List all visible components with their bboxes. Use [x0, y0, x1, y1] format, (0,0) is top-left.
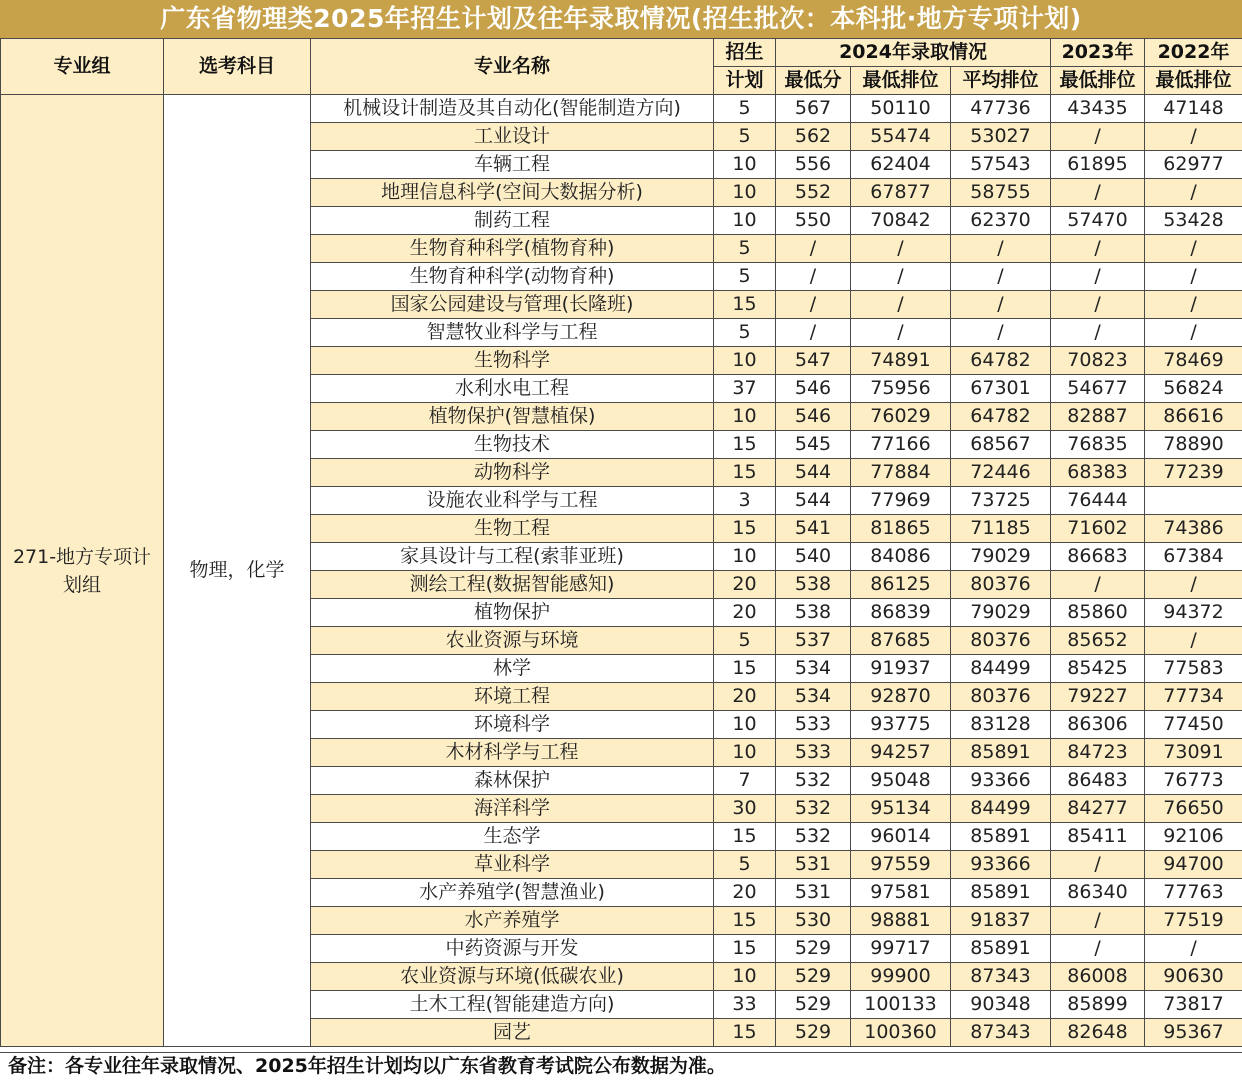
avg-rank-2024-cell: 91837 [951, 907, 1051, 935]
plan-count-cell: 15 [714, 1019, 776, 1047]
min-rank-2022-cell: 77519 [1145, 907, 1242, 935]
min-rank-2024-cell: 96014 [851, 823, 951, 851]
major-name-cell: 土木工程(智能建造方向) [311, 991, 714, 1019]
min-rank-2024-cell: 70842 [851, 207, 951, 235]
major-name-cell: 农业资源与环境 [311, 627, 714, 655]
min-rank-2023-cell: / [1051, 235, 1145, 263]
avg-rank-2024-cell: 93366 [951, 767, 1051, 795]
plan-count-cell: 5 [714, 851, 776, 879]
min-rank-2022-cell: 78469 [1145, 347, 1242, 375]
min-rank-2022-cell: / [1145, 263, 1242, 291]
major-name-cell: 生物工程 [311, 515, 714, 543]
min-score-2024-cell: 534 [776, 683, 851, 711]
min-rank-2024-cell: 86839 [851, 599, 951, 627]
min-rank-2022-cell: / [1145, 627, 1242, 655]
major-name-cell: 设施农业科学与工程 [311, 487, 714, 515]
min-score-2024-cell: 547 [776, 347, 851, 375]
avg-rank-2024-cell: 79029 [951, 543, 1051, 571]
min-rank-2024-cell: 81865 [851, 515, 951, 543]
min-rank-2024-cell: 95048 [851, 767, 951, 795]
min-rank-2022-cell: 94372 [1145, 599, 1242, 627]
footnote: 备注：各专业往年录取情况、2025年招生计划均以广东省教育考试院公布数据为准。 [0, 1052, 1242, 1080]
plan-count-cell: 33 [714, 991, 776, 1019]
min-rank-2024-cell: 86125 [851, 571, 951, 599]
avg-rank-2024-cell: 87343 [951, 1019, 1051, 1047]
avg-rank-2024-cell: 83128 [951, 711, 1051, 739]
min-rank-2024-cell: 75956 [851, 375, 951, 403]
major-name-cell: 林学 [311, 655, 714, 683]
major-name-cell: 中药资源与开发 [311, 935, 714, 963]
min-rank-2023-cell: 85652 [1051, 627, 1145, 655]
min-rank-2022-cell: 90630 [1145, 963, 1242, 991]
avg-rank-2024-cell: 80376 [951, 683, 1051, 711]
min-rank-2024-cell: 91937 [851, 655, 951, 683]
header-2024-avg-rank: 平均排位 [951, 67, 1051, 95]
avg-rank-2024-cell: 72446 [951, 459, 1051, 487]
min-rank-2023-cell: 82887 [1051, 403, 1145, 431]
min-rank-2023-cell: 54677 [1051, 375, 1145, 403]
plan-count-cell: 5 [714, 263, 776, 291]
min-rank-2022-cell: 86616 [1145, 403, 1242, 431]
min-score-2024-cell: 545 [776, 431, 851, 459]
avg-rank-2024-cell: 62370 [951, 207, 1051, 235]
min-rank-2023-cell: 71602 [1051, 515, 1145, 543]
min-rank-2023-cell: 70823 [1051, 347, 1145, 375]
major-name-cell: 水产养殖学(智慧渔业) [311, 879, 714, 907]
min-rank-2022-cell: 78890 [1145, 431, 1242, 459]
min-rank-2022-cell: / [1145, 179, 1242, 207]
min-rank-2023-cell: / [1051, 319, 1145, 347]
major-name-cell: 测绘工程(数据智能感知) [311, 571, 714, 599]
major-name-cell: 工业设计 [311, 123, 714, 151]
avg-rank-2024-cell: / [951, 235, 1051, 263]
min-score-2024-cell: 529 [776, 935, 851, 963]
plan-count-cell: 5 [714, 235, 776, 263]
min-rank-2022-cell: 77583 [1145, 655, 1242, 683]
min-rank-2022-cell: 77450 [1145, 711, 1242, 739]
min-score-2024-cell: 531 [776, 879, 851, 907]
header-major: 专业名称 [311, 39, 714, 95]
min-rank-2024-cell: 77166 [851, 431, 951, 459]
min-rank-2023-cell: 61895 [1051, 151, 1145, 179]
avg-rank-2024-cell: 85891 [951, 739, 1051, 767]
min-rank-2024-cell: 62404 [851, 151, 951, 179]
min-rank-2023-cell: 86340 [1051, 879, 1145, 907]
table-row [1, 95, 1242, 123]
min-score-2024-cell: 529 [776, 1019, 851, 1047]
major-group-cell: 271-地方专项计划组 [1, 95, 164, 1047]
min-score-2024-cell: 544 [776, 487, 851, 515]
min-score-2024-cell: 532 [776, 795, 851, 823]
min-score-2024-cell: 546 [776, 375, 851, 403]
min-score-2024-cell: / [776, 235, 851, 263]
min-rank-2023-cell: 76444 [1051, 487, 1145, 515]
min-score-2024-cell: 533 [776, 739, 851, 767]
min-rank-2023-cell: 85411 [1051, 823, 1145, 851]
header-2024-min-score: 最低分 [776, 67, 851, 95]
header-plan-line2: 计划 [714, 67, 776, 95]
min-rank-2023-cell: 68383 [1051, 459, 1145, 487]
avg-rank-2024-cell: 90348 [951, 991, 1051, 1019]
avg-rank-2024-cell: 58755 [951, 179, 1051, 207]
min-rank-2023-cell: / [1051, 123, 1145, 151]
plan-count-cell: 5 [714, 123, 776, 151]
avg-rank-2024-cell: 71185 [951, 515, 1051, 543]
plan-count-cell: 10 [714, 963, 776, 991]
min-rank-2024-cell: / [851, 235, 951, 263]
min-rank-2023-cell: / [1051, 907, 1145, 935]
header-2022: 2022年 [1145, 39, 1242, 67]
min-rank-2024-cell: / [851, 291, 951, 319]
min-rank-2024-cell: 97581 [851, 879, 951, 907]
min-rank-2024-cell: 77884 [851, 459, 951, 487]
plan-count-cell: 37 [714, 375, 776, 403]
major-name-cell: 海洋科学 [311, 795, 714, 823]
min-rank-2024-cell: 100360 [851, 1019, 951, 1047]
min-score-2024-cell: 529 [776, 963, 851, 991]
plan-count-cell: 20 [714, 571, 776, 599]
major-name-cell: 园艺 [311, 1019, 714, 1047]
major-name-cell: 农业资源与环境(低碳农业) [311, 963, 714, 991]
min-score-2024-cell: 533 [776, 711, 851, 739]
plan-count-cell: 5 [714, 95, 776, 123]
min-rank-2024-cell: 99900 [851, 963, 951, 991]
plan-count-cell: 15 [714, 823, 776, 851]
major-name-cell: 生物技术 [311, 431, 714, 459]
min-rank-2023-cell: 79227 [1051, 683, 1145, 711]
table-body [1, 95, 1242, 1047]
major-name-cell: 环境工程 [311, 683, 714, 711]
plan-count-cell: 15 [714, 935, 776, 963]
major-name-cell: 木材科学与工程 [311, 739, 714, 767]
plan-count-cell: 5 [714, 319, 776, 347]
min-rank-2023-cell: / [1051, 935, 1145, 963]
min-rank-2024-cell: / [851, 319, 951, 347]
min-rank-2023-cell: / [1051, 571, 1145, 599]
min-score-2024-cell: 532 [776, 823, 851, 851]
min-rank-2024-cell: 87685 [851, 627, 951, 655]
plan-count-cell: 15 [714, 655, 776, 683]
min-rank-2022-cell: 77734 [1145, 683, 1242, 711]
header-2023: 2023年 [1051, 39, 1145, 67]
min-rank-2024-cell: 50110 [851, 95, 951, 123]
min-rank-2024-cell: 84086 [851, 543, 951, 571]
min-rank-2023-cell: / [1051, 291, 1145, 319]
plan-count-cell: 10 [714, 151, 776, 179]
min-rank-2022-cell: 77763 [1145, 879, 1242, 907]
header-2024-min-rank: 最低排位 [851, 67, 951, 95]
min-rank-2024-cell: 100133 [851, 991, 951, 1019]
avg-rank-2024-cell: 87343 [951, 963, 1051, 991]
avg-rank-2024-cell: 67301 [951, 375, 1051, 403]
avg-rank-2024-cell: 68567 [951, 431, 1051, 459]
min-rank-2023-cell: 86008 [1051, 963, 1145, 991]
min-rank-2023-cell: 86483 [1051, 767, 1145, 795]
major-name-cell: 地理信息科学(空间大数据分析) [311, 179, 714, 207]
major-name-cell: 机械设计制造及其自动化(智能制造方向) [311, 95, 714, 123]
major-name-cell: 森林保护 [311, 767, 714, 795]
major-name-cell: 生物育种科学(植物育种) [311, 235, 714, 263]
min-rank-2022-cell: / [1145, 123, 1242, 151]
plan-count-cell: 10 [714, 403, 776, 431]
header-subjects: 选考科目 [164, 39, 311, 95]
min-rank-2023-cell: 86306 [1051, 711, 1145, 739]
min-rank-2023-cell: 85860 [1051, 599, 1145, 627]
min-rank-2023-cell: 84723 [1051, 739, 1145, 767]
min-rank-2022-cell: 62977 [1145, 151, 1242, 179]
avg-rank-2024-cell: 93366 [951, 851, 1051, 879]
plan-count-cell: 10 [714, 179, 776, 207]
avg-rank-2024-cell: / [951, 319, 1051, 347]
major-name-cell: 水利水电工程 [311, 375, 714, 403]
header-plan-line1: 招生 [714, 39, 776, 67]
min-rank-2024-cell: 74891 [851, 347, 951, 375]
major-name-cell: 环境科学 [311, 711, 714, 739]
avg-rank-2024-cell: 57543 [951, 151, 1051, 179]
major-name-cell: 车辆工程 [311, 151, 714, 179]
min-score-2024-cell: 538 [776, 599, 851, 627]
min-score-2024-cell: 544 [776, 459, 851, 487]
major-name-cell: 智慧牧业科学与工程 [311, 319, 714, 347]
avg-rank-2024-cell: 80376 [951, 571, 1051, 599]
avg-rank-2024-cell: 84499 [951, 795, 1051, 823]
min-rank-2023-cell: / [1051, 851, 1145, 879]
min-rank-2022-cell: 73091 [1145, 739, 1242, 767]
min-rank-2023-cell: 86683 [1051, 543, 1145, 571]
plan-count-cell: 10 [714, 711, 776, 739]
min-rank-2022-cell: 74386 [1145, 515, 1242, 543]
min-rank-2022-cell [1145, 487, 1242, 515]
min-rank-2022-cell: / [1145, 571, 1242, 599]
avg-rank-2024-cell: 64782 [951, 347, 1051, 375]
min-rank-2023-cell: / [1051, 179, 1145, 207]
major-name-cell: 植物保护(智慧植保) [311, 403, 714, 431]
major-name-cell: 国家公园建设与管理(长隆班) [311, 291, 714, 319]
min-rank-2022-cell: 53428 [1145, 207, 1242, 235]
min-rank-2024-cell: 55474 [851, 123, 951, 151]
avg-rank-2024-cell: 73725 [951, 487, 1051, 515]
min-rank-2023-cell: 85425 [1051, 655, 1145, 683]
min-score-2024-cell: 530 [776, 907, 851, 935]
min-score-2024-cell: / [776, 263, 851, 291]
min-score-2024-cell: 531 [776, 851, 851, 879]
min-rank-2022-cell: / [1145, 935, 1242, 963]
min-rank-2023-cell: 85899 [1051, 991, 1145, 1019]
major-name-cell: 家具设计与工程(索菲亚班) [311, 543, 714, 571]
min-rank-2022-cell: 76650 [1145, 795, 1242, 823]
min-rank-2022-cell: 95367 [1145, 1019, 1242, 1047]
min-score-2024-cell: 534 [776, 655, 851, 683]
min-rank-2023-cell: 43435 [1051, 95, 1145, 123]
min-rank-2024-cell: 77969 [851, 487, 951, 515]
avg-rank-2024-cell: 53027 [951, 123, 1051, 151]
subjects-cell: 物理，化学 [164, 95, 311, 1047]
plan-count-cell: 15 [714, 907, 776, 935]
plan-count-cell: 10 [714, 207, 776, 235]
min-score-2024-cell: 546 [776, 403, 851, 431]
header-group: 专业组 [1, 39, 164, 95]
min-rank-2024-cell: 95134 [851, 795, 951, 823]
plan-count-cell: 15 [714, 515, 776, 543]
min-rank-2024-cell: 94257 [851, 739, 951, 767]
major-name-cell: 植物保护 [311, 599, 714, 627]
min-rank-2023-cell: 76835 [1051, 431, 1145, 459]
min-rank-2022-cell: 47148 [1145, 95, 1242, 123]
plan-count-cell: 20 [714, 879, 776, 907]
avg-rank-2024-cell: / [951, 291, 1051, 319]
min-rank-2024-cell: 98881 [851, 907, 951, 935]
min-rank-2023-cell: 82648 [1051, 1019, 1145, 1047]
min-rank-2023-cell: / [1051, 263, 1145, 291]
avg-rank-2024-cell: 85891 [951, 823, 1051, 851]
avg-rank-2024-cell: 85891 [951, 879, 1051, 907]
avg-rank-2024-cell: 80376 [951, 627, 1051, 655]
min-rank-2022-cell: 94700 [1145, 851, 1242, 879]
plan-count-cell: 7 [714, 767, 776, 795]
min-rank-2022-cell: 77239 [1145, 459, 1242, 487]
table-header [1, 39, 1242, 95]
header-2023-min-rank: 最低排位 [1051, 67, 1145, 95]
min-score-2024-cell: 562 [776, 123, 851, 151]
min-rank-2022-cell: / [1145, 319, 1242, 347]
min-score-2024-cell: 540 [776, 543, 851, 571]
min-rank-2024-cell: / [851, 263, 951, 291]
min-rank-2024-cell: 97559 [851, 851, 951, 879]
min-rank-2024-cell: 76029 [851, 403, 951, 431]
major-name-cell: 制药工程 [311, 207, 714, 235]
min-score-2024-cell: 550 [776, 207, 851, 235]
plan-count-cell: 20 [714, 683, 776, 711]
plan-count-cell: 15 [714, 431, 776, 459]
min-rank-2023-cell: 84277 [1051, 795, 1145, 823]
min-rank-2023-cell: 57470 [1051, 207, 1145, 235]
avg-rank-2024-cell: 84499 [951, 655, 1051, 683]
plan-count-cell: 10 [714, 739, 776, 767]
major-name-cell: 水产养殖学 [311, 907, 714, 935]
min-score-2024-cell: 529 [776, 991, 851, 1019]
min-rank-2022-cell: / [1145, 291, 1242, 319]
major-name-cell: 生物科学 [311, 347, 714, 375]
avg-rank-2024-cell: 85891 [951, 935, 1051, 963]
plan-count-cell: 10 [714, 543, 776, 571]
plan-count-cell: 10 [714, 347, 776, 375]
min-score-2024-cell: 556 [776, 151, 851, 179]
plan-count-cell: 15 [714, 459, 776, 487]
major-name-cell: 生物育种科学(动物育种) [311, 263, 714, 291]
admission-table [0, 38, 1242, 1047]
min-rank-2024-cell: 67877 [851, 179, 951, 207]
plan-count-cell: 20 [714, 599, 776, 627]
min-score-2024-cell: 537 [776, 627, 851, 655]
avg-rank-2024-cell: 47736 [951, 95, 1051, 123]
min-rank-2024-cell: 99717 [851, 935, 951, 963]
min-rank-2022-cell: 92106 [1145, 823, 1242, 851]
min-rank-2024-cell: 92870 [851, 683, 951, 711]
min-rank-2022-cell: 56824 [1145, 375, 1242, 403]
plan-count-cell: 15 [714, 291, 776, 319]
min-rank-2022-cell: 67384 [1145, 543, 1242, 571]
min-rank-2024-cell: 93775 [851, 711, 951, 739]
min-score-2024-cell: 552 [776, 179, 851, 207]
min-score-2024-cell: 567 [776, 95, 851, 123]
page-title: 广东省物理类2025年招生计划及往年录取情况(招生批次：本科批·地方专项计划) [0, 0, 1242, 39]
plan-count-cell: 3 [714, 487, 776, 515]
header-2024: 2024年录取情况 [776, 39, 1051, 67]
min-rank-2022-cell: 73817 [1145, 991, 1242, 1019]
min-score-2024-cell: 532 [776, 767, 851, 795]
min-score-2024-cell: 538 [776, 571, 851, 599]
avg-rank-2024-cell: 79029 [951, 599, 1051, 627]
min-rank-2022-cell: / [1145, 235, 1242, 263]
min-rank-2022-cell: 76773 [1145, 767, 1242, 795]
min-score-2024-cell: 541 [776, 515, 851, 543]
header-2022-min-rank: 最低排位 [1145, 67, 1242, 95]
major-name-cell: 草业科学 [311, 851, 714, 879]
avg-rank-2024-cell: / [951, 263, 1051, 291]
avg-rank-2024-cell: 64782 [951, 403, 1051, 431]
min-score-2024-cell: / [776, 319, 851, 347]
major-name-cell: 动物科学 [311, 459, 714, 487]
plan-count-cell: 30 [714, 795, 776, 823]
plan-count-cell: 5 [714, 627, 776, 655]
major-name-cell: 生态学 [311, 823, 714, 851]
min-score-2024-cell: / [776, 291, 851, 319]
